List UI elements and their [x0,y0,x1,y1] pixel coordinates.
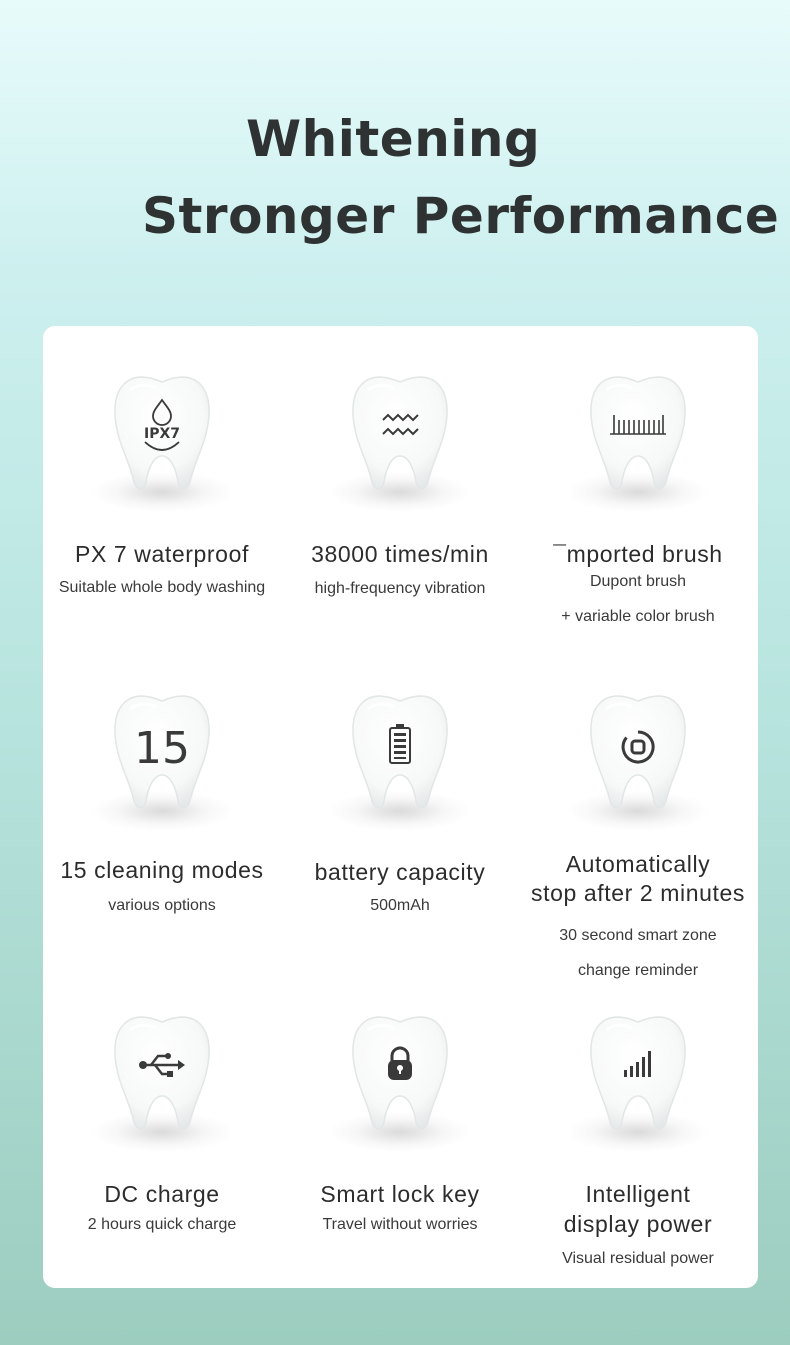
feature-waterproof [43,326,281,646]
feature-title-line-2: display power [563,1211,713,1237]
feature-subtitle: high-frequency vibration [314,580,486,597]
feature-subtitle: Dupont brush [589,573,687,590]
usb-icon [138,1052,186,1078]
ipx7-label: IPX7 [143,426,181,442]
wave-vibration-icon [381,412,419,442]
ipx7-droplet-icon [137,398,187,454]
feature-subtitle: 30 second smart zone [559,927,717,944]
feature-title: ¯mported brush [553,541,723,567]
headline-line-1: Whitening [246,110,541,168]
feature-title: PX 7 waterproof [75,541,249,567]
feature-title: 15 cleaning modes [60,857,264,883]
feature-card [43,326,758,1288]
lock-icon [386,1046,414,1082]
brush-bristles-icon [608,412,668,436]
feature-subtitle: change reminder [577,962,699,979]
tooth-badge [558,1012,718,1162]
feature-title-line-1: Intelligent [585,1181,691,1207]
feature-title: battery capacity [314,859,486,885]
tooth-badge [320,691,480,841]
number-15-icon [127,721,197,771]
feature-subtitle: Travel without worries [322,1216,478,1233]
feature-subtitle: Suitable whole body washing [58,579,266,596]
feature-title-line-2: stop after 2 minutes [531,880,745,906]
feature-subtitle: 2 hours quick charge [87,1216,237,1233]
tooth-badge [320,372,480,522]
feature-smart-lock [281,966,519,1288]
timer-stop-icon [620,729,656,765]
battery-icon [388,723,412,765]
tooth-badge [82,691,242,841]
feature-title: Smart lock key [320,1181,480,1207]
feature-subtitle: + variable color brush [561,608,715,625]
tooth-badge [558,372,718,522]
feature-battery [281,646,519,966]
signal-bars-icon [622,1048,654,1078]
modes-number: 15 [134,723,190,771]
feature-title-line-1: Automatically [565,851,711,877]
feature-title: DC charge [104,1181,220,1207]
feature-auto-stop [519,646,757,979]
feature-display-power [519,966,757,1288]
feature-subtitle: Visual residual power [562,1250,714,1267]
tooth-badge [320,1012,480,1162]
feature-subtitle: various options [108,897,216,914]
headline-line-2: Stronger Performance [142,187,780,245]
feature-cleaning-modes [43,646,281,966]
feature-subtitle: 500mAh [370,897,430,914]
tooth-badge [558,691,718,841]
feature-dc-charge [43,966,281,1288]
tooth-badge [82,372,242,522]
tooth-badge [82,1012,242,1162]
feature-brush [519,326,757,646]
feature-title: 38000 times/min [311,541,489,567]
feature-vibration [281,326,519,646]
